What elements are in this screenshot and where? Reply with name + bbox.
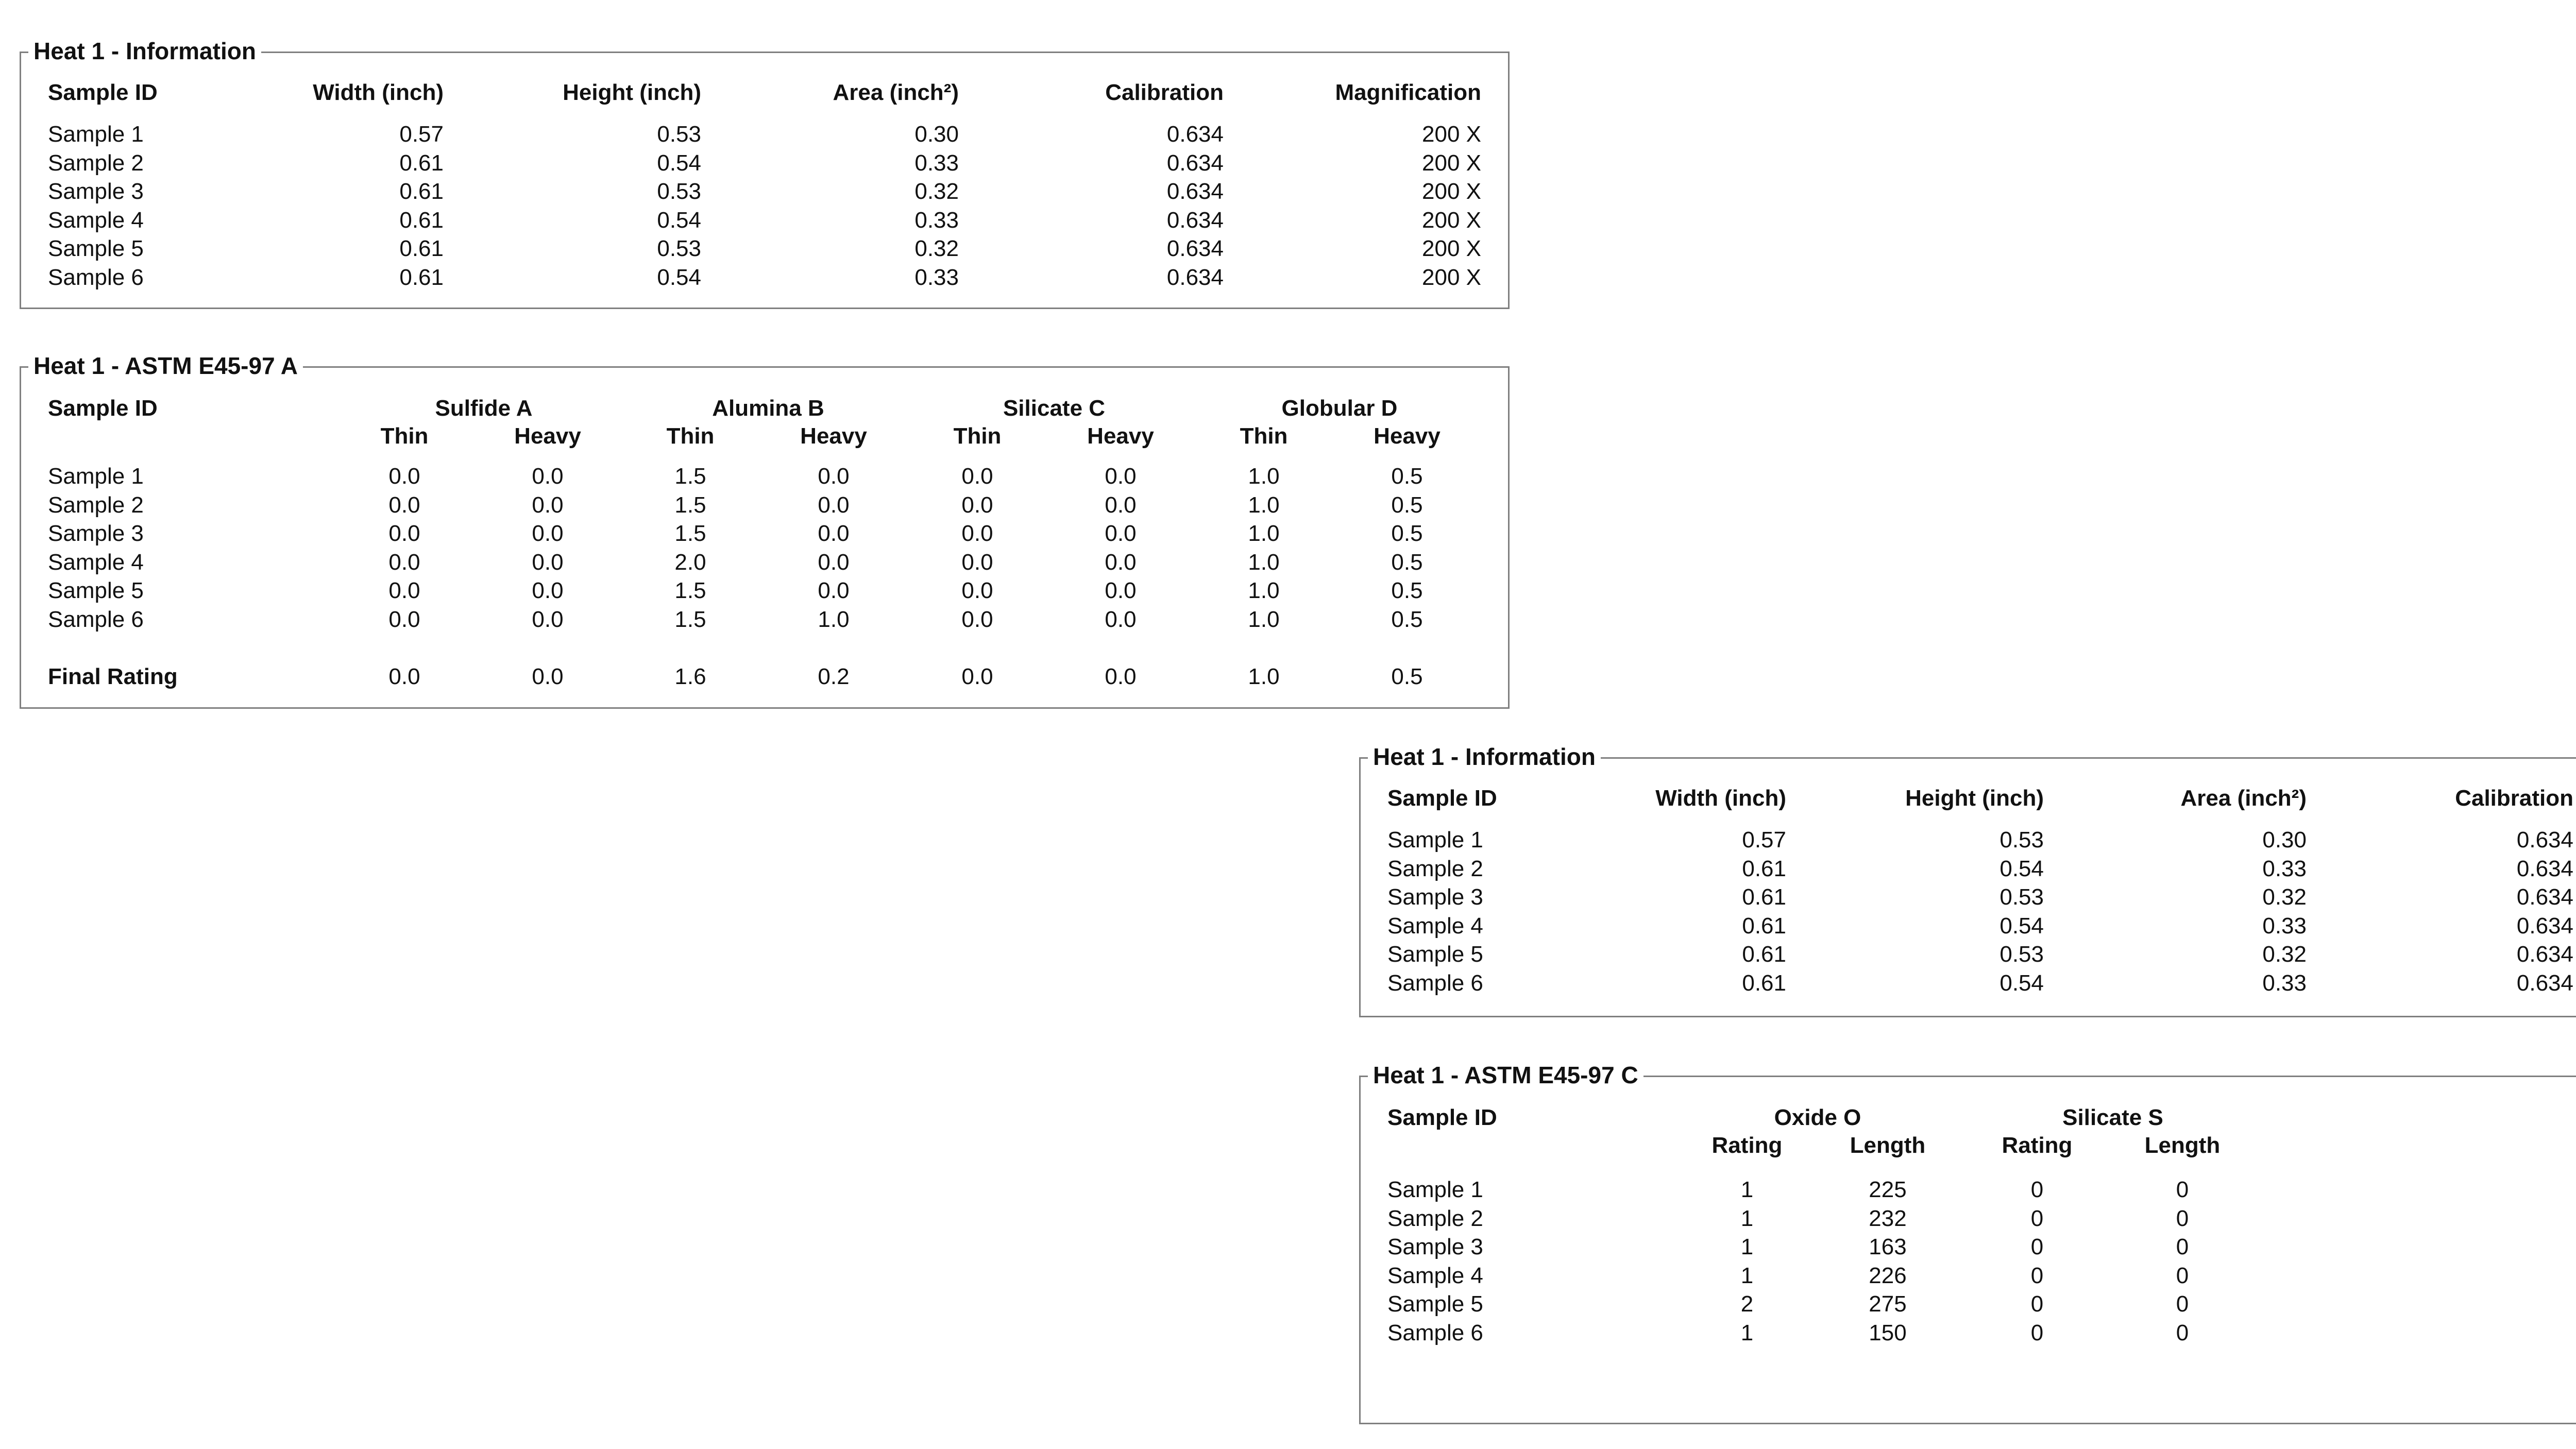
table-cell: 0 (2030, 1291, 2044, 1317)
table-cell: 0.0 (532, 521, 564, 546)
panel-3 (1359, 743, 2576, 1017)
table-cell: 0.634 (2516, 827, 2573, 853)
table-cell: 2 (1740, 1291, 1754, 1317)
table-cell: 1.5 (674, 606, 706, 632)
final-rating-cell: 1.6 (674, 664, 706, 689)
table-cell: 0.33 (2262, 913, 2307, 939)
table-cell: 0.634 (1166, 236, 1224, 261)
table-cell: 1.0 (1248, 521, 1280, 546)
table-cell: 0.0 (388, 521, 420, 546)
table-cell: 0.0 (1105, 606, 1137, 632)
table-cell: 2.0 (674, 549, 706, 575)
table-cell: 1.5 (674, 521, 706, 546)
sample-id-cell: Sample 2 (1387, 1205, 1483, 1231)
panel-title: Heat 1 - Information (28, 37, 261, 65)
table-cell: 0.0 (1105, 521, 1137, 546)
table-cell: 225 (1869, 1177, 1907, 1202)
sub-header: Thin (1240, 423, 1288, 449)
table-cell: 163 (1869, 1234, 1907, 1259)
table-cell: 0.0 (532, 492, 564, 518)
table-cell: 1.0 (1248, 606, 1280, 632)
table-cell: 0.32 (914, 236, 959, 261)
table-cell: 0.5 (1391, 521, 1423, 546)
sub-header: Thin (666, 423, 715, 449)
table-cell: 0.0 (532, 464, 564, 489)
table-cell: 0 (2176, 1205, 2189, 1231)
table-cell: 0.634 (1166, 122, 1224, 147)
table-cell: 0.0 (1105, 578, 1137, 603)
table-cell: 0.0 (1105, 464, 1137, 489)
table-cell: 0.57 (399, 122, 444, 147)
table-cell: 0.54 (657, 150, 701, 176)
sample-id-header: Sample ID (1387, 1105, 1497, 1130)
table-cell: 0.634 (1166, 179, 1224, 204)
panel-4 (1359, 1062, 2576, 1424)
table-cell: 200 X (1422, 179, 1481, 204)
sample-id-header: Sample ID (48, 396, 158, 421)
table-cell: 0.57 (1742, 827, 1786, 853)
sample-id-cell: Sample 1 (48, 122, 144, 147)
sample-id-header: Sample ID (1387, 786, 1497, 811)
table-cell: 0.634 (2516, 884, 2573, 910)
table-cell: 0.0 (388, 464, 420, 489)
sample-id-cell: Sample 4 (48, 207, 144, 233)
table-cell: 0.61 (399, 179, 444, 204)
column-header: Height (inch) (563, 80, 701, 105)
sample-id-cell: Sample 6 (48, 606, 144, 632)
table-cell: 200 X (1422, 264, 1481, 290)
table-cell: 0.0 (532, 578, 564, 603)
table-cell: 0.0 (961, 549, 993, 575)
table-cell: 200 X (1422, 122, 1481, 147)
panel-title: Heat 1 - ASTM E45-97 A (28, 351, 303, 380)
table-cell: 0.5 (1391, 578, 1423, 603)
table-cell: 0.53 (1999, 827, 2044, 853)
table-cell: 1.0 (1248, 492, 1280, 518)
table-cell: 0.634 (2516, 913, 2573, 939)
table-cell: 0.0 (1105, 492, 1137, 518)
table-cell: 0.634 (1166, 207, 1224, 233)
table-cell: 0.32 (2262, 942, 2307, 967)
sub-header: Heavy (514, 423, 581, 449)
table-cell: 232 (1869, 1205, 1907, 1231)
sub-header: Heavy (1087, 423, 1154, 449)
table-cell: 0.0 (818, 578, 850, 603)
sample-id-cell: Sample 5 (48, 236, 144, 261)
table-cell: 0 (2030, 1205, 2044, 1231)
table-cell: 1 (1740, 1205, 1754, 1231)
sample-id-cell: Sample 5 (48, 578, 144, 603)
table-cell: 0.0 (961, 464, 993, 489)
sample-id-cell: Sample 1 (1387, 1177, 1483, 1202)
table-cell: 200 X (1422, 207, 1481, 233)
table-cell: 0.634 (1166, 264, 1224, 290)
table-cell: 1.5 (674, 464, 706, 489)
sub-header: Rating (1711, 1133, 1783, 1158)
sample-id-cell: Sample 6 (1387, 1320, 1483, 1345)
table-cell: 0.53 (657, 179, 701, 204)
table-cell: 0.0 (388, 549, 420, 575)
panel-title: Heat 1 - ASTM E45-97 C (1368, 1061, 1643, 1089)
table-cell: 0.634 (2516, 970, 2573, 996)
table-cell: 1.0 (818, 606, 850, 632)
sub-header: Heavy (1374, 423, 1440, 449)
table-cell: 0.0 (1105, 549, 1137, 575)
sample-id-cell: Sample 6 (48, 264, 144, 290)
sub-header: Length (2144, 1133, 2221, 1158)
sample-id-cell: Sample 1 (48, 464, 144, 489)
group-header: Alumina B (712, 396, 824, 421)
sub-header: Heavy (800, 423, 867, 449)
table-cell: 0.53 (657, 236, 701, 261)
sample-id-cell: Sample 2 (48, 492, 144, 518)
table-cell: 0.5 (1391, 549, 1423, 575)
table-cell: 1.0 (1248, 549, 1280, 575)
table-cell: 0.32 (914, 179, 959, 204)
table-cell: 0.30 (914, 122, 959, 147)
final-rating-cell: 0.0 (388, 664, 420, 689)
sample-id-cell: Sample 4 (1387, 913, 1483, 939)
column-header: Area (inch²) (2180, 786, 2307, 811)
table-cell: 0 (2030, 1234, 2044, 1259)
table-cell: 0.0 (818, 464, 850, 489)
panel-2 (20, 352, 1510, 709)
table-cell: 0.5 (1391, 606, 1423, 632)
sub-header: Rating (2002, 1133, 2073, 1158)
table-cell: 0.61 (1742, 942, 1786, 967)
sample-id-cell: Sample 4 (1387, 1263, 1483, 1288)
table-cell: 0 (2030, 1320, 2044, 1345)
table-cell: 0.53 (1999, 942, 2044, 967)
column-header: Height (inch) (1905, 786, 2044, 811)
table-cell: 0.61 (399, 150, 444, 176)
final-rating-cell: 0.0 (1105, 664, 1137, 689)
group-header: Sulfide A (435, 396, 533, 421)
table-cell: 0.634 (1166, 150, 1224, 176)
table-cell: 0.32 (2262, 884, 2307, 910)
table-cell: 0.61 (1742, 913, 1786, 939)
final-rating-cell: 1.0 (1248, 664, 1280, 689)
table-cell: 0 (2176, 1320, 2189, 1345)
sample-id-cell: Sample 6 (1387, 970, 1483, 996)
table-cell: 1 (1740, 1234, 1754, 1259)
table-cell: 0 (2030, 1263, 2044, 1288)
table-cell: 0.54 (1999, 970, 2044, 996)
table-cell: 0.0 (961, 578, 993, 603)
final-rating-cell: 0.0 (961, 664, 993, 689)
table-cell: 0.0 (818, 521, 850, 546)
group-header: Silicate C (1003, 396, 1106, 421)
table-cell: 0.33 (914, 150, 959, 176)
table-cell: 0.61 (399, 236, 444, 261)
column-header: Calibration (1105, 80, 1224, 105)
column-header: Area (inch²) (833, 80, 959, 105)
table-cell: 1 (1740, 1320, 1754, 1345)
sample-id-cell: Sample 3 (1387, 884, 1483, 910)
table-cell: 0 (2176, 1234, 2189, 1259)
sample-id-cell: Sample 5 (1387, 1291, 1483, 1317)
column-header: Magnification (1335, 80, 1481, 105)
table-cell: 200 X (1422, 236, 1481, 261)
group-header: Silicate S (2062, 1105, 2163, 1130)
final-rating-cell: 0.0 (532, 664, 564, 689)
table-cell: 1 (1740, 1263, 1754, 1288)
sample-id-cell: Sample 2 (1387, 856, 1483, 881)
sample-id-cell: Sample 3 (48, 521, 144, 546)
table-cell: 0.634 (2516, 856, 2573, 881)
table-cell: 0.61 (399, 264, 444, 290)
table-cell: 0.0 (532, 606, 564, 632)
sub-header: Thin (380, 423, 429, 449)
final-rating-cell: 0.2 (818, 664, 850, 689)
column-header: Width (inch) (1655, 786, 1786, 811)
table-cell: 0.61 (1742, 856, 1786, 881)
table-cell: 0.33 (2262, 856, 2307, 881)
column-header: Width (inch) (313, 80, 444, 105)
table-cell: 0.33 (2262, 970, 2307, 996)
sub-header: Length (1850, 1133, 1926, 1158)
table-cell: 0 (2176, 1263, 2189, 1288)
table-cell: 0.5 (1391, 464, 1423, 489)
table-cell: 1.5 (674, 578, 706, 603)
sample-id-cell: Sample 2 (48, 150, 144, 176)
table-cell: 0.30 (2262, 827, 2307, 853)
table-cell: 0.0 (961, 521, 993, 546)
table-cell: 150 (1869, 1320, 1907, 1345)
final-rating-cell: 0.5 (1391, 664, 1423, 689)
table-cell: 1.0 (1248, 464, 1280, 489)
group-header: Globular D (1281, 396, 1398, 421)
sample-id-cell: Sample 3 (48, 179, 144, 204)
table-cell: 200 X (1422, 150, 1481, 176)
panel-1 (20, 38, 1510, 309)
sample-id-cell: Sample 3 (1387, 1234, 1483, 1259)
table-cell: 0.61 (399, 207, 444, 233)
table-cell: 0.54 (1999, 856, 2044, 881)
table-cell: 0.0 (818, 492, 850, 518)
table-cell: 1 (1740, 1177, 1754, 1202)
final-rating-label: Final Rating (48, 664, 178, 689)
table-cell: 0.0 (388, 578, 420, 603)
table-cell: 0.54 (1999, 913, 2044, 939)
table-cell: 1.0 (1248, 578, 1280, 603)
table-cell: 0 (2030, 1177, 2044, 1202)
table-cell: 0.0 (961, 606, 993, 632)
table-cell: 0 (2176, 1177, 2189, 1202)
sub-header: Thin (953, 423, 1002, 449)
sample-id-header: Sample ID (48, 80, 158, 105)
column-header: Calibration (2455, 786, 2573, 811)
table-cell: 0.634 (2516, 942, 2573, 967)
sample-id-cell: Sample 4 (48, 549, 144, 575)
table-cell: 0.61 (1742, 884, 1786, 910)
group-header: Oxide O (1774, 1105, 1861, 1130)
table-cell: 1.5 (674, 492, 706, 518)
table-cell: 0.53 (1999, 884, 2044, 910)
sample-id-cell: Sample 5 (1387, 942, 1483, 967)
table-cell: 0.33 (914, 207, 959, 233)
table-cell: 0.54 (657, 207, 701, 233)
table-cell: 0.33 (914, 264, 959, 290)
table-cell: 0.61 (1742, 970, 1786, 996)
table-cell: 0.0 (961, 492, 993, 518)
sample-id-cell: Sample 1 (1387, 827, 1483, 853)
table-cell: 226 (1869, 1263, 1907, 1288)
table-cell: 0.53 (657, 122, 701, 147)
table-cell: 0.54 (657, 264, 701, 290)
table-cell: 0.0 (818, 549, 850, 575)
table-cell: 0 (2176, 1291, 2189, 1317)
table-cell: 0.5 (1391, 492, 1423, 518)
table-cell: 0.0 (532, 549, 564, 575)
table-cell: 275 (1869, 1291, 1907, 1317)
panel-title: Heat 1 - Information (1368, 742, 1601, 771)
table-cell: 0.0 (388, 492, 420, 518)
table-cell: 0.0 (388, 606, 420, 632)
